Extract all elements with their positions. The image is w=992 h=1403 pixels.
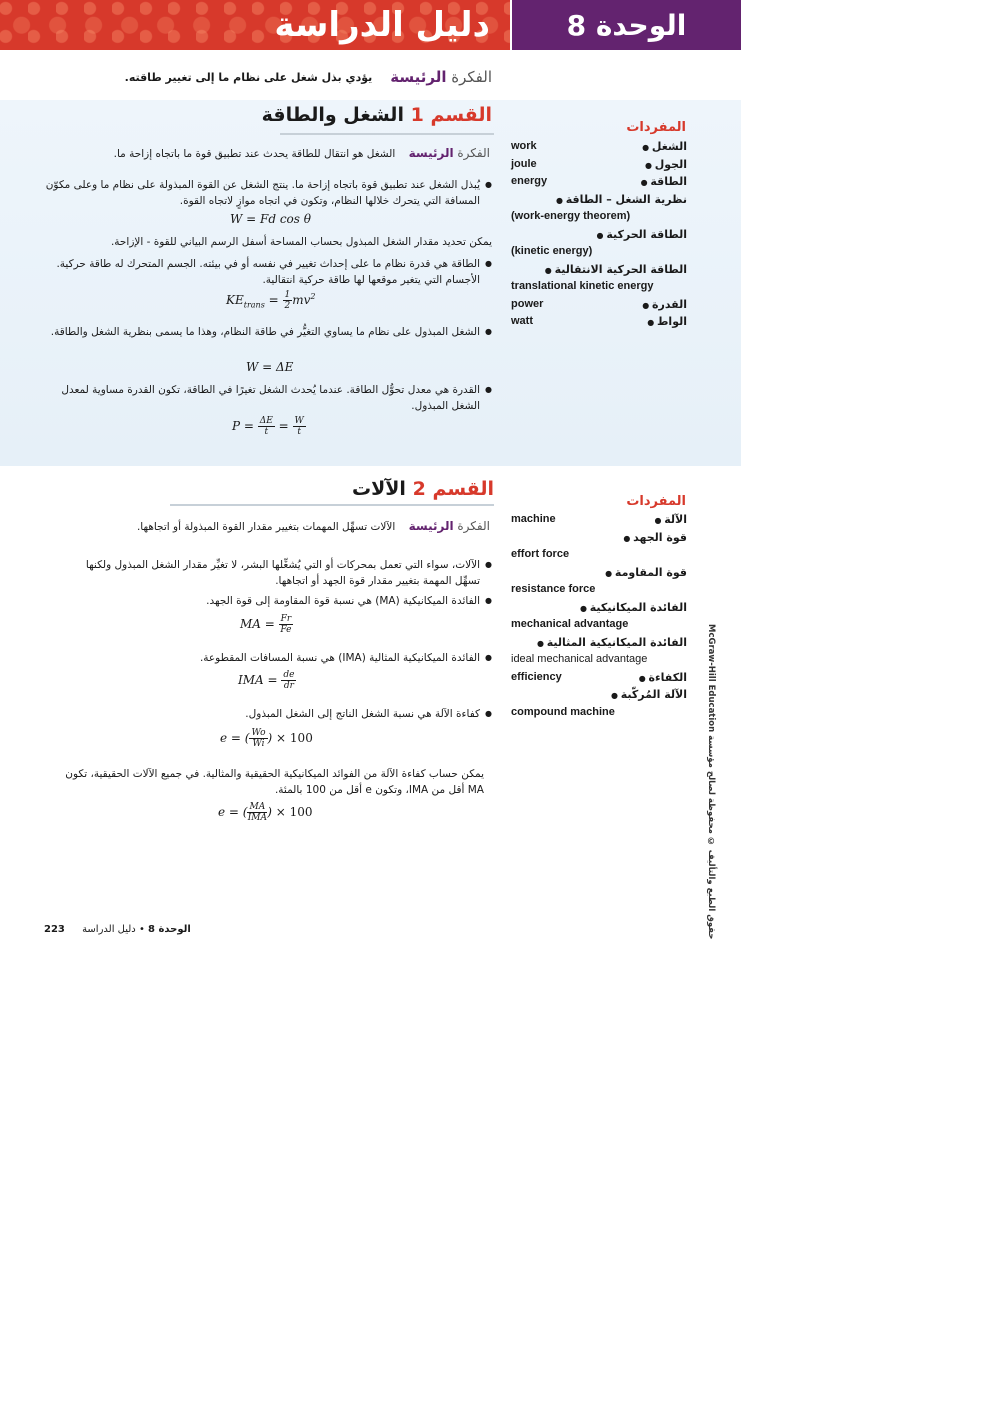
ma-numerator: Fr <box>280 614 292 624</box>
section-2-bullet: ● الفائدة الميكانيكية (MA) هي نسبة قوة المقاومة إلى قوة الجهد. <box>64 593 492 609</box>
footer-label <box>82 924 191 935</box>
section-1-number: 1 <box>410 104 424 126</box>
section-2-bullets-3 <box>64 706 492 726</box>
section-2-bullets-2 <box>64 650 492 670</box>
section-1-bullet: ● يُبذل الشغل عند تطبيق قوة باتجاه إزاحة ما. ينتج الشغل عن القوة المبذولة على نظام ما وعلى مكوّن المسافة التي يتحرك خلالها النظام، وتكون في اتجاه موازٍ لاتجاه القوة. <box>44 177 492 209</box>
main-idea-text: يؤدي بذل شغل على نظام ما إلى تغيير طاقته. <box>124 70 373 84</box>
vocab-row <box>511 228 687 246</box>
ke-equals: = <box>264 293 283 307</box>
section-1-title: الشغل والطاقة <box>261 104 404 126</box>
section-2-idea-text: الآلات تسهِّل المهمات بتغيير مقدار القوة المبذولة أو اتجاهها. <box>136 521 396 533</box>
ima-lhs: IMA = <box>238 673 282 687</box>
section-2-vocab-title: المفردات <box>626 494 686 509</box>
vocab-term-arabic: قوة الجهد ● <box>623 531 687 544</box>
ke-fraction <box>283 290 293 311</box>
vocab-term-english: work <box>511 140 537 152</box>
vocab-term-arabic: الجول ● <box>645 158 687 171</box>
vocab-row <box>511 175 687 193</box>
vocab-row <box>511 298 687 316</box>
power-num-1: ΔE <box>259 416 273 426</box>
vocab-term-arabic: قوة المقاومة ● <box>605 566 687 579</box>
vocab-term-english: ideal mechanical advantage <box>511 653 648 665</box>
formula-ima <box>238 670 296 691</box>
power-den-2: t <box>297 427 301 437</box>
vocab-row <box>511 583 687 601</box>
e1-rhs: × 100 <box>272 731 313 745</box>
e1-denominator: Wi <box>252 739 265 749</box>
section-1-word: القسم <box>430 104 492 126</box>
footer-unit: الوحدة 8 <box>148 924 191 935</box>
e2-fraction <box>247 802 267 823</box>
section-1-bullets <box>44 177 492 213</box>
section-1-bullet: ● القدرة هي معدل تحوُّل الطاقة. عندما يُحدث الشغل تغيرًا في الطاقة، تكون القدرة مساوية لمعدل الشغل المبذول. <box>44 382 492 414</box>
section-2-idea-label-prefix: الفكرة <box>453 519 490 533</box>
vocab-term-arabic: الطاقة ● <box>641 175 687 188</box>
section-1-bullet: ● الطاقة هي قدرة نظام ما على إحداث تغيير في نفسه أو في بيئته. الجسم المتحرك له طاقة حركية. الأجسام التي يتغير موقعها لها طاقة حركية انتقالية. <box>44 256 492 288</box>
ke-subscript: trans <box>243 300 265 310</box>
vocab-term-english: mechanical advantage <box>511 618 629 630</box>
copyright-side-text: McGraw-Hill Education حقوق الطبع والتأليف © محفوظة لصالح مؤسسة <box>706 624 716 940</box>
power-den-1: t <box>264 427 269 437</box>
section-2-note-text: يمكن حساب كفاءة الآلة من الفوائد الميكانيكية الحقيقية والمثالية. في جميع الآلات الحقيقية، تكون MA أقل من IMA، وتكون e أقل من 100 بالمئة. <box>65 768 484 796</box>
vocab-term-english: joule <box>511 157 537 170</box>
banner-unit-area <box>512 0 741 50</box>
section-2-note <box>60 766 484 802</box>
ma-fraction <box>279 614 294 635</box>
vocab-row <box>511 280 687 298</box>
section-1-vocab-list <box>511 140 687 333</box>
vocab-term-arabic: الفائدة الميكانيكية المثالية ● <box>537 636 687 649</box>
vocab-row <box>511 548 687 566</box>
vocab-term-english: energy <box>511 175 548 187</box>
ima-denominator: dr <box>283 681 294 691</box>
section-2-divider <box>170 504 494 506</box>
e2-lhs: e = <box>218 805 243 819</box>
vocab-row <box>511 688 687 706</box>
main-idea-label-bold: الرئيسة <box>390 68 447 86</box>
e2-rhs: × 100 <box>271 805 313 819</box>
vocab-term-english: resistance force <box>511 583 596 595</box>
section-2-title: الآلات <box>352 478 406 500</box>
vocab-row <box>511 531 687 549</box>
formula-power <box>232 416 306 437</box>
section-1-heading <box>262 104 492 126</box>
section-1-bullets-4 <box>44 382 492 418</box>
vocab-row <box>511 158 687 176</box>
main-idea-label <box>390 68 492 86</box>
footer-separator: • <box>135 924 149 935</box>
e1-lhs: e = <box>220 731 245 745</box>
section-1-idea-label-prefix: الفكرة <box>453 146 490 160</box>
vocab-row <box>511 671 687 689</box>
power-lhs: P = <box>232 419 258 433</box>
banner-title-area <box>0 0 510 50</box>
vocab-row <box>511 315 687 333</box>
section-2-bullet: ● كفاءة الآلة هي نسبة الشغل الناتج إلى الشغل المبذول. <box>64 706 492 722</box>
section-2-bullets <box>64 557 492 613</box>
ke-symbol: KE <box>226 293 244 307</box>
vocab-term-arabic: الطاقة الحركية الانتقالية ● <box>545 263 687 276</box>
section-2-heading <box>352 478 494 500</box>
vocab-row <box>511 601 687 619</box>
vocab-row <box>511 636 687 654</box>
ke-mv: mv <box>292 293 311 307</box>
ke-denominator: 2 <box>284 301 291 311</box>
power-num-2: W <box>294 416 304 426</box>
vocab-row <box>511 706 687 724</box>
vocab-row <box>511 263 687 281</box>
section-1-note <box>44 234 492 254</box>
page-title: دليل الدراسة <box>274 5 490 45</box>
vocab-term-arabic: الشغل ● <box>642 140 687 153</box>
ma-lhs: MA = <box>240 617 279 631</box>
vocab-row <box>511 566 687 584</box>
formula-ma <box>240 614 293 635</box>
vocab-term-english: (kinetic energy) <box>511 245 593 257</box>
vocab-row <box>511 618 687 636</box>
e1-numerator: Wo <box>251 728 266 738</box>
vocab-row <box>511 193 687 211</box>
vocab-term-english: compound machine <box>511 705 615 718</box>
section-2-number: 2 <box>412 478 426 500</box>
section-2-bullet: ● الفائدة الميكانيكية المثالية (IMA) هي نسبة المسافات المقطوعة. <box>64 650 492 666</box>
section-2-vocab-list <box>511 513 687 723</box>
vocab-term-english: machine <box>511 513 556 525</box>
vocab-term-english: effort force <box>511 548 570 560</box>
ke-exponent: 2 <box>310 292 316 301</box>
section-1-note-text: يمكن تحديد مقدار الشغل المبذول بحساب المساحة أسفل الرسم البياني للقوة - الإزاحة. <box>110 236 492 248</box>
section-1-vocab-title: المفردات <box>626 120 686 135</box>
formula-work: W = Fd cos θ <box>230 212 311 226</box>
section-2-idea-label-bold: الرئيسة <box>408 519 454 533</box>
power-fraction-1 <box>258 416 275 437</box>
section-2-word: القسم <box>432 478 494 500</box>
section-1-bullets-2 <box>44 256 492 292</box>
power-fraction-2 <box>293 416 306 437</box>
section-1-main-idea <box>114 146 490 160</box>
ima-numerator: de <box>283 670 295 680</box>
vocab-term-arabic: الآلة المُركّبة ● <box>611 688 687 701</box>
vocab-term-english: translational kinetic energy <box>511 280 654 292</box>
section-1-idea-label <box>409 146 490 160</box>
formula-efficiency-work: e = ( $\frac{Wo}{Wi}$ ) × 100 <box>220 728 313 749</box>
vocab-term-arabic: الكفاءة ● <box>639 671 687 684</box>
chapter-main-idea <box>100 64 492 90</box>
vocab-row <box>511 140 687 158</box>
section-2-bullet: ● الآلات، سواء التي تعمل بمحركات أو التي يُشغِّلها البشر، لا تغيِّر مقدار الشغل المبذول ولكنها تسهِّل المهمة بتغيير مقدار قوة الجهد أو اتجاهها. <box>64 557 492 589</box>
vocab-term-arabic: نظرية الشغل – الطاقة ● <box>556 193 687 206</box>
vocab-term-english: (work-energy theorem) <box>511 210 631 222</box>
main-idea-label-prefix: الفكرة <box>446 68 492 86</box>
vocab-term-arabic: الطاقة الحركية ● <box>597 228 687 241</box>
ima-fraction <box>281 670 296 691</box>
vocab-row <box>511 245 687 263</box>
header-banner <box>0 0 741 50</box>
vocab-row <box>511 513 687 531</box>
ma-denominator: Fe <box>280 625 292 635</box>
ke-numerator: 1 <box>284 290 291 300</box>
formula-work-energy: W = ΔE <box>246 360 294 374</box>
section-1-idea-label-bold: الرئيسة <box>408 146 454 160</box>
section-1-idea-text: الشغل هو انتقال للطاقة يحدث عند تطبيق قوة ما باتجاه إزاحة ما. <box>113 148 396 160</box>
vocab-term-arabic: الفائدة الميكانيكية ● <box>580 601 687 614</box>
vocab-row <box>511 653 687 671</box>
page-footer <box>44 924 191 935</box>
section-1-bullets-3 <box>44 324 492 344</box>
section-1-divider <box>280 133 494 135</box>
unit-label: الوحدة 8 <box>566 8 687 42</box>
e2-numerator: MA <box>249 802 266 812</box>
vocab-term-english: watt <box>511 315 533 327</box>
e2-denominator: IMA <box>247 813 267 823</box>
formula-efficiency-ma: e = ( $\frac{MA}{\text{IMA}}$ ) × 100 <box>218 802 313 823</box>
vocab-term-arabic: الواط ● <box>647 315 687 328</box>
vocab-term-english: power <box>511 297 544 310</box>
vocab-term-english: efficiency <box>511 670 562 683</box>
section-2-main-idea <box>137 519 490 533</box>
vocab-term-arabic: الآلة ● <box>654 513 687 526</box>
e1-fraction <box>249 728 267 749</box>
vocab-term-arabic: القدرة ● <box>642 298 687 311</box>
page-number: 223 <box>44 924 65 935</box>
footer-title: دليل الدراسة <box>82 924 136 935</box>
section-2-idea-label <box>409 519 490 533</box>
power-equals: = <box>274 419 293 433</box>
vocab-row <box>511 210 687 228</box>
formula-kinetic-energy <box>226 290 316 311</box>
section-1-bullet: ● الشغل المبذول على نظام ما يساوي التغيُّر في طاقة النظام، وهذا ما يسمى بنظرية الشغل والطاقة. <box>44 324 492 340</box>
